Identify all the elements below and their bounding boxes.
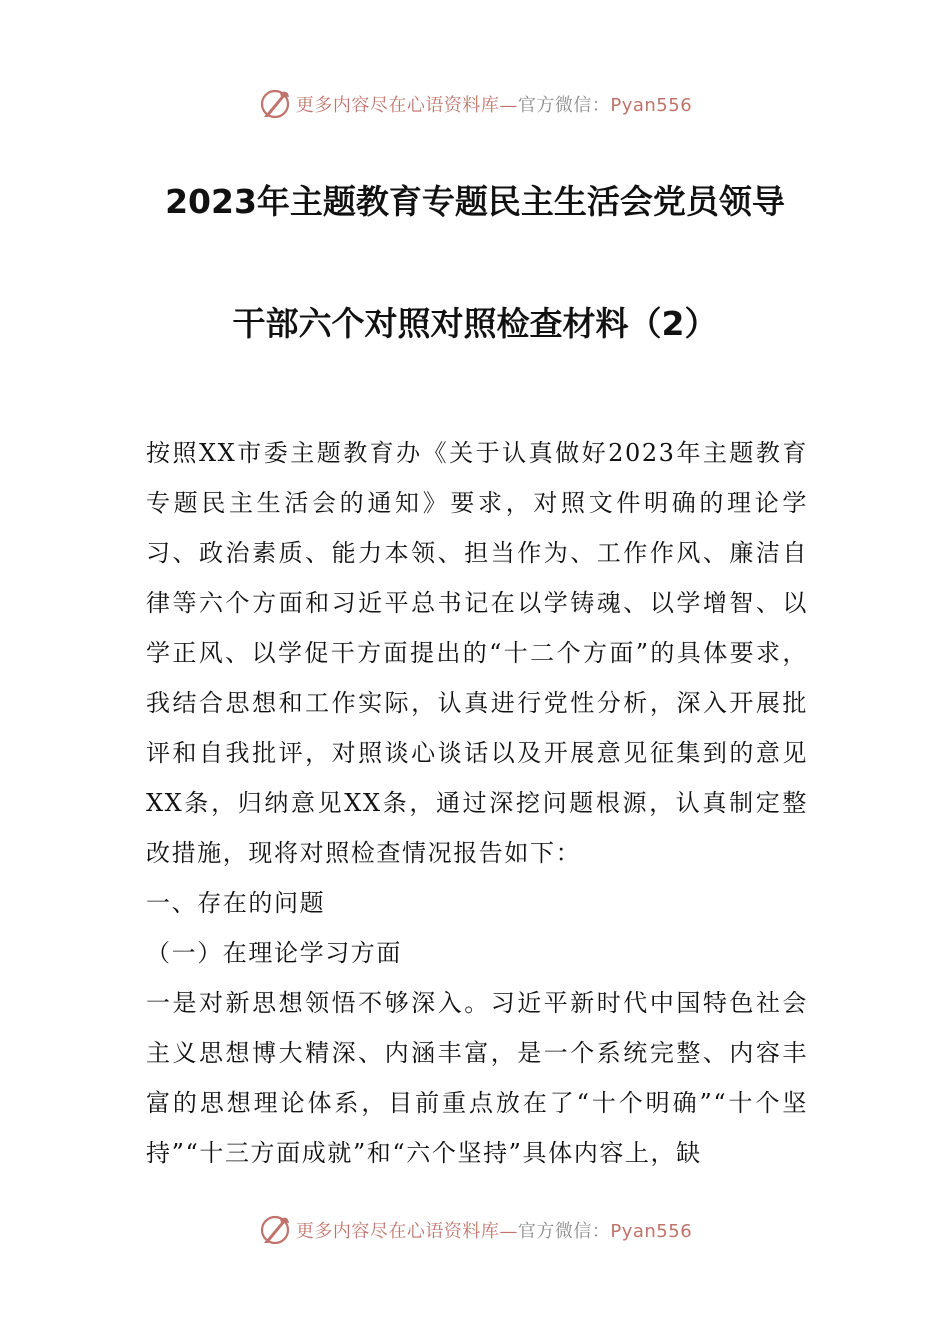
banner-wechat-id: Pyan556 (610, 95, 693, 116)
quill-logo-icon (258, 1213, 292, 1247)
document-body (146, 428, 808, 1178)
body-paragraph: 一是对新思想领悟不够深入。习近平新时代中国特色社会主义思想博大精深、内涵丰富，是一个系统完整、内容丰富的思想理论体系，目前重点放在了“十个明确”“十个坚持”“十三方面成就”和“六个坚持”具体内容上，缺 (146, 989, 808, 1167)
intro-paragraph: 按照XX市委主题教育办《关于认真做好2023年主题教育专题民主生活会的通知》要求，对照文件明确的理论学习、政治素质、能力本领、担当作为、工作作风、廉洁自律等六个方面和习近平总书记在以学铸魂、以学增智、以学正风、以学促干方面提出的“十二个方面”的具体要求，我结合思想和工作实际，认真进行党性分析，深入开展批评和自我批评，对照谈心谈话以及开展意见征集到的意见XX条，归纳意见XX条，通过深挖问题根源，认真制定整改措施，现将对照检查情况报告如下： (146, 439, 808, 867)
section-heading: 一、存在的问题 (146, 889, 326, 917)
banner-text (296, 91, 692, 117)
banner-wechat-label: 官方微信： (517, 95, 611, 116)
document-title-line1: 2023年主题教育专题民主生活会党员领导 (165, 182, 785, 221)
banner-dash: — (499, 95, 518, 116)
subsection-heading: （一）在理论学习方面 (146, 939, 402, 967)
document-title-line2: 干部六个对照对照检查材料（2） (232, 304, 718, 343)
banner-text (296, 1217, 692, 1243)
banner-dash: — (499, 1221, 518, 1242)
banner-main: 更多内容尽在心语资料库 (295, 1221, 500, 1242)
banner-wechat-label: 官方微信： (517, 1221, 611, 1242)
quill-logo-icon (258, 87, 292, 121)
footer-banner (0, 1212, 950, 1248)
banner-wechat-id: Pyan556 (610, 1221, 693, 1242)
header-banner (0, 86, 950, 122)
banner-main: 更多内容尽在心语资料库 (295, 95, 500, 116)
